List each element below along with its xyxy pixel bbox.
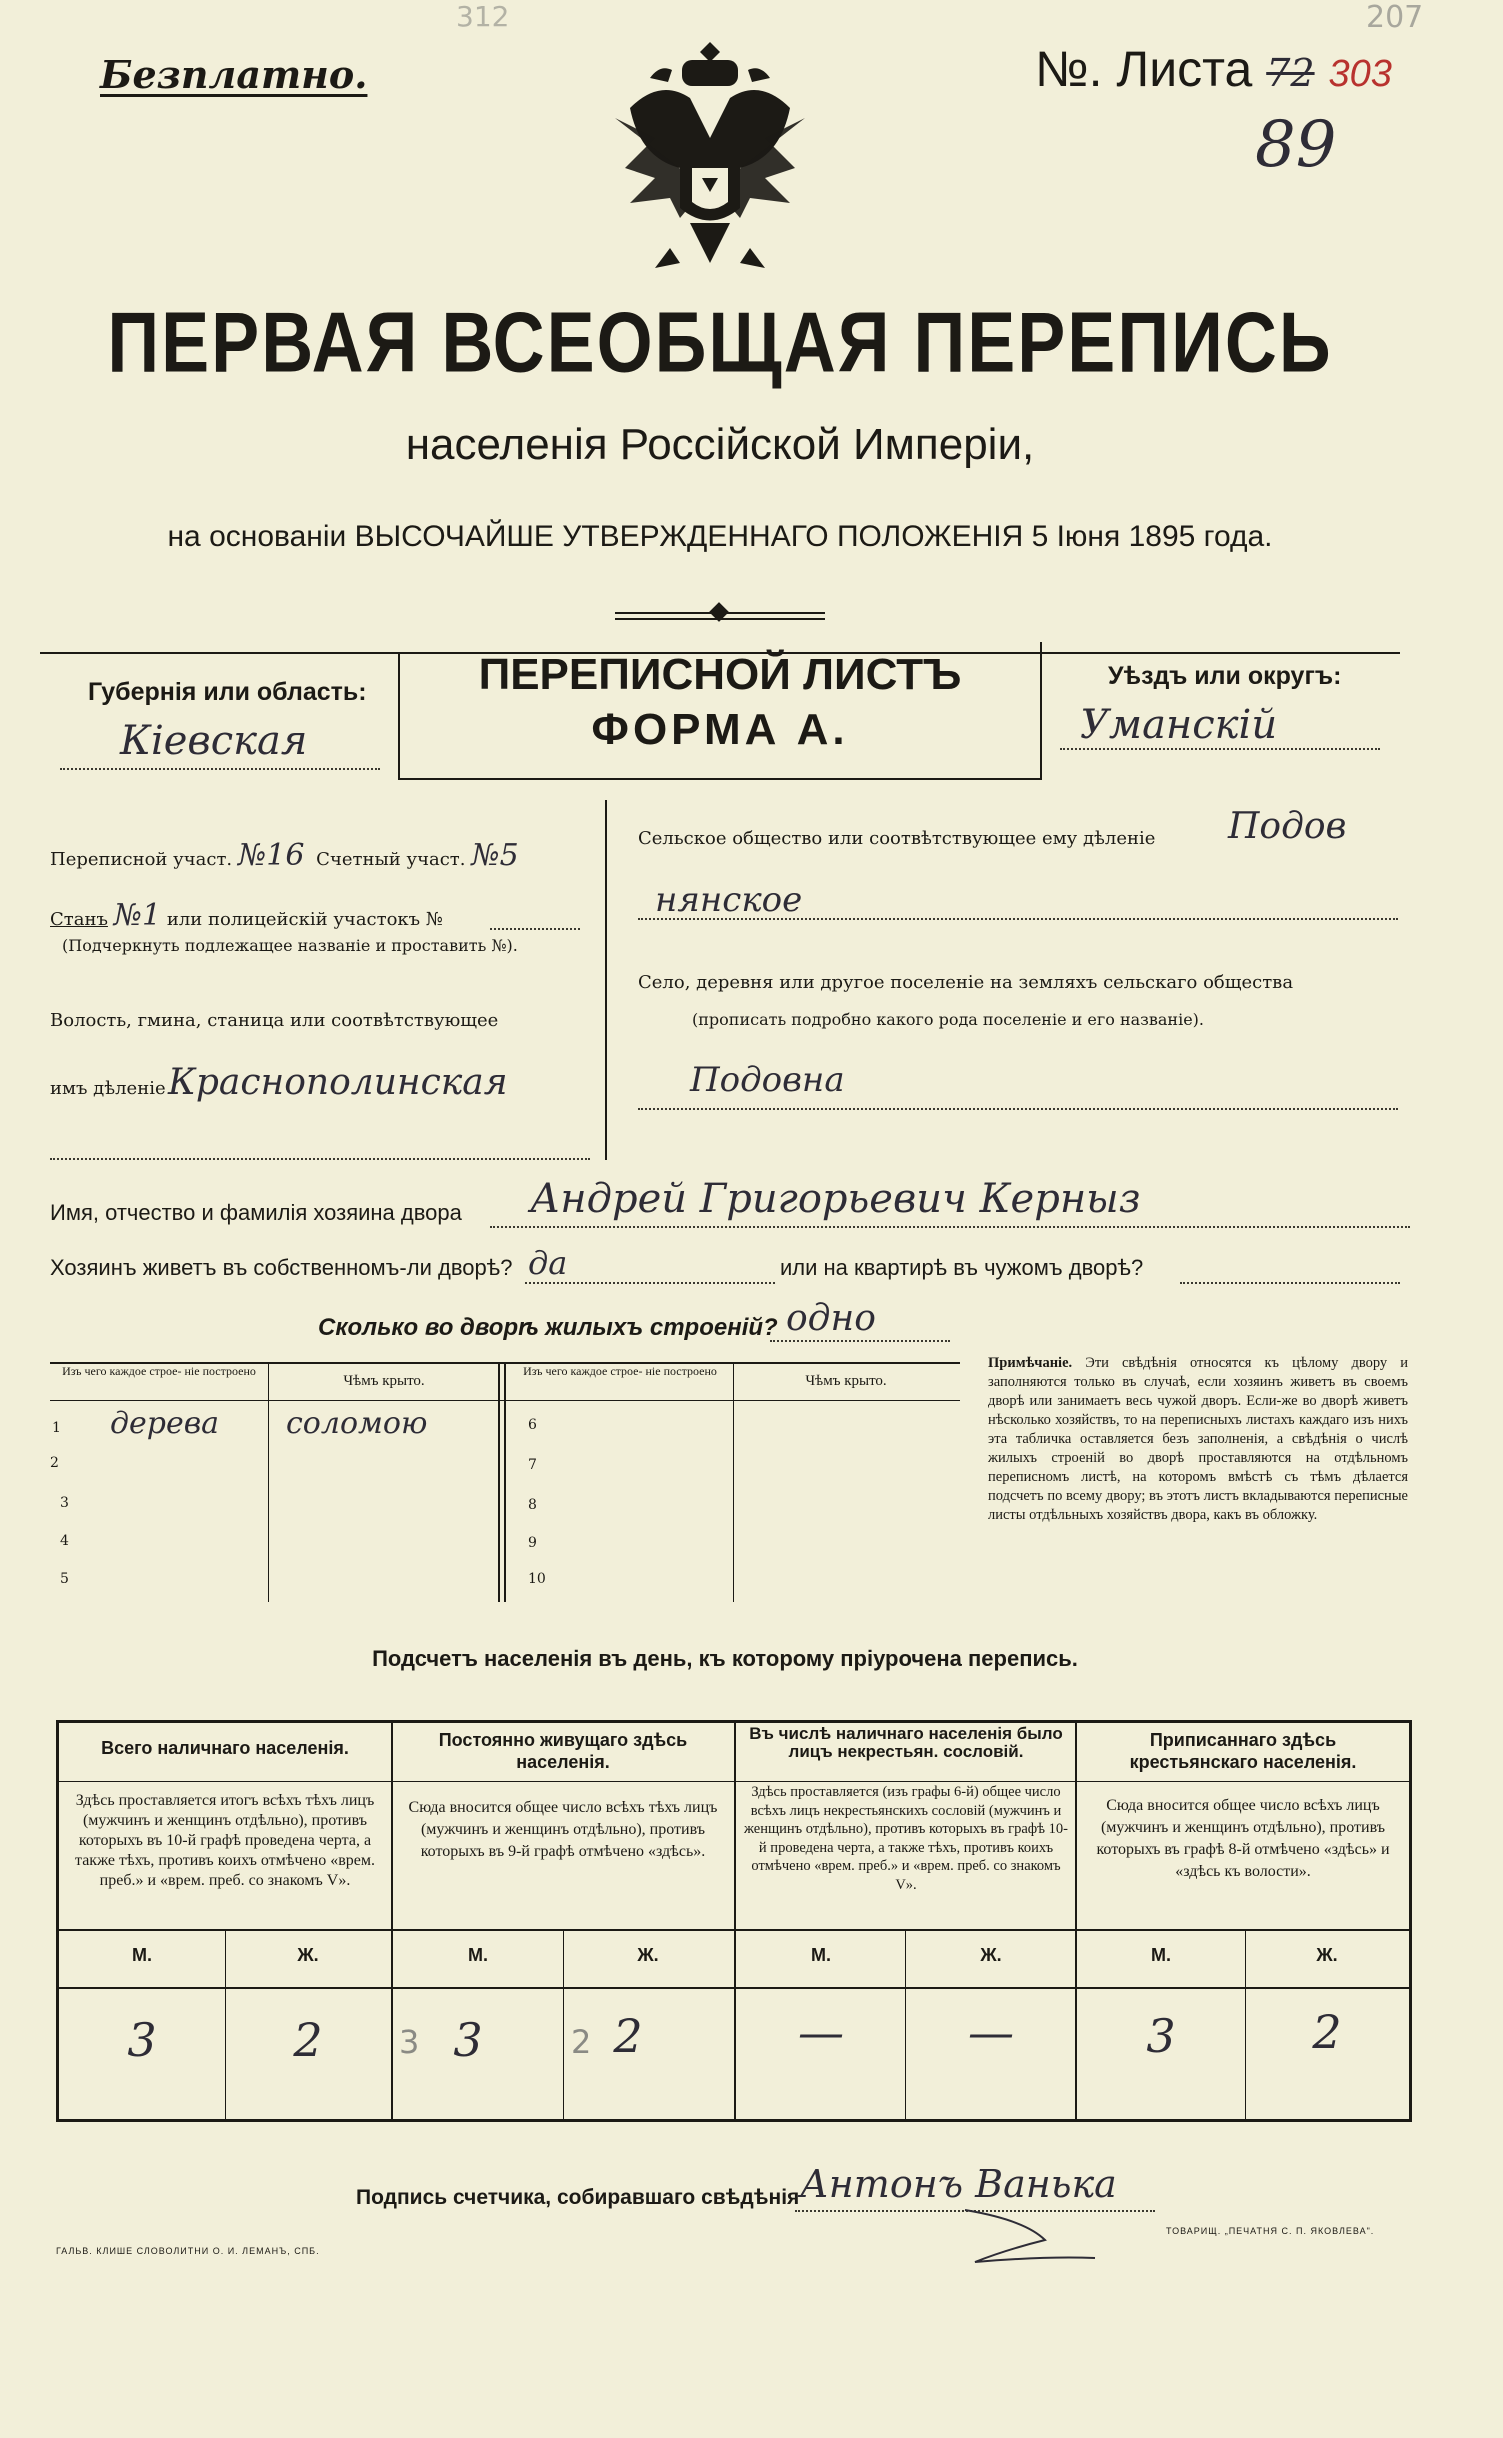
stan-field — [50, 898, 443, 933]
census-col-nonpeasant — [736, 1723, 1075, 2119]
society-label: Сельское общество или соотвѣтствующее ему дѣленіе — [638, 828, 1156, 849]
signature-label: Подпись счетчика, собиравшаго свѣдѣнія — [356, 2186, 800, 2209]
volost-label-line1: Волость, гмина, станица или соотвѣтствующее — [50, 1010, 499, 1031]
buildings-left-row-3 — [60, 1492, 69, 1511]
row-number: 4 — [60, 1533, 69, 1549]
volost-value: Краснополинская — [168, 1062, 508, 1103]
buildings-right-roof-header: Чѣмъ крыто. — [805, 1373, 887, 1389]
census-col-permanent-female-pencil: 2 — [571, 2023, 592, 2061]
census-subtitle: населенія Россійской Имперіи, — [405, 420, 1035, 469]
volost-label-line2: имъ дѣленіе — [50, 1078, 166, 1099]
census-col-total — [59, 1723, 391, 2119]
census-col-permanent-head: Постоянно живущаго здѣсь населенія. — [438, 1730, 688, 1772]
census-col-ascribed-male-value: 3 — [1146, 2009, 1176, 2063]
owner-own-label: Хозяинъ живетъ въ собственномъ-ли дворѣ? — [50, 1255, 513, 1280]
stan-value: №1 — [113, 898, 162, 933]
census-table — [56, 1720, 1412, 2122]
uezd-label: Уѣздъ или округъ: — [1108, 662, 1342, 690]
pencil-mark-top-left: 312 — [456, 0, 510, 33]
double-headed-eagle-emblem — [610, 38, 810, 278]
buildings-count-label: Сколько во дворѣ жилыхъ строеній? — [318, 1314, 778, 1341]
owner-name-label: Имя, отчество и фамилія хозяина двора — [50, 1200, 462, 1225]
police-label: или полицейскій участокъ № — [166, 909, 443, 930]
census-col-ascribed-female-label: Ж. — [1316, 1945, 1338, 1965]
signature-flourish — [960, 2200, 1110, 2270]
census-col-permanent — [393, 1723, 734, 2119]
buildings-note — [988, 1354, 1408, 1525]
buildings-right-row-10 — [528, 1568, 546, 1587]
guberniya-value: Кіевская — [120, 718, 308, 764]
buildings-left-row-5 — [60, 1568, 69, 1587]
census-col-nonpeasant-female-value: — — [968, 2005, 1014, 2059]
row-number: 3 — [60, 1495, 69, 1511]
census-col-permanent-male-label: М. — [468, 1945, 488, 1965]
uchastok-value: №16 — [237, 838, 305, 873]
society-value-1: Подов — [1228, 806, 1347, 847]
census-col-permanent-male-pencil: 3 — [399, 2023, 420, 2061]
census-col-total-head: Всего наличнаго населенія. — [101, 1738, 349, 1758]
census-col-nonpeasant-female-label: Ж. — [980, 1945, 1002, 1965]
uchastok-field — [50, 838, 519, 873]
census-col-ascribed-female-value: 2 — [1312, 2005, 1342, 2059]
uezd-value: Уманскій — [1080, 702, 1278, 748]
census-col-ascribed-text: Сюда вносится общее число всѣхъ лицъ (мужчинъ и женщинъ отдѣльно), противъ которыхъ въ графѣ 8-й отмѣчено «здѣсь» и «здѣсь къ волости». — [1096, 1797, 1390, 1880]
census-col-total-female-label: Ж. — [297, 1945, 319, 1965]
free-label: Безплатно. — [100, 52, 368, 97]
form-name-line2: ФОРМА А. — [591, 705, 849, 754]
row-number: 6 — [528, 1417, 537, 1433]
census-col-nonpeasant-text: Здѣсь проставляется (изъ графы 6-й) общее число всѣхъ лицъ некрестьянскихъ сословій (мужчинъ и женщинъ отдѣльно), противъ которыхъ въ графѣ 10-й проведена черта, а также тѣхъ, противъ коихъ отмѣчено «врем. преб.» и «врем. преб. со знакомъ V». — [743, 1784, 1069, 1893]
footer-printer-left: ГАЛЬВ. КЛИШЕ СЛОВОЛИТНИ О. И. ЛЕМАНЪ, СПБ. — [56, 2246, 320, 2256]
owner-name-value: Андрей Григорьевич Керныз — [530, 1176, 1141, 1222]
row-number: 7 — [528, 1457, 537, 1473]
census-col-nonpeasant-male-label: М. — [811, 1945, 831, 1965]
census-col-total-male-value: 3 — [127, 2013, 157, 2067]
buildings-right-row-8 — [528, 1494, 537, 1513]
buildings-left-row-4 — [60, 1530, 69, 1549]
buildings-right-row-7 — [528, 1454, 537, 1473]
census-col-nonpeasant-male-value: — — [798, 2005, 844, 2059]
buildings-left-roof-header: Чѣмъ крыто. — [343, 1373, 425, 1389]
census-col-permanent-female-label: Ж. — [637, 1945, 659, 1965]
signature-value: Антонъ Ванька — [800, 2162, 1117, 2206]
census-col-nonpeasant-head: Въ числѣ наличнаго населенія было лицъ некрестьян. сословій. — [749, 1724, 1063, 1761]
census-col-ascribed-head: Приписаннаго здѣсь крестьянскаго населенія. — [1129, 1730, 1357, 1772]
buildings-left-material-header: Изъ чего каждое строе- ніе построено — [62, 1364, 256, 1378]
row-number: 9 — [528, 1535, 537, 1551]
buildings-right-row-6 — [528, 1414, 537, 1433]
sheet-number-handwritten: 89 — [1255, 108, 1337, 182]
guberniya-label: Губернія или область: — [88, 678, 367, 706]
census-count-title: Подсчетъ населенія въ день, къ которому пріурочена перепись. — [372, 1646, 1078, 1671]
census-col-ascribed-male-label: М. — [1151, 1945, 1171, 1965]
schetny-label: Счетный участ. — [316, 849, 466, 870]
owner-own-value: да — [528, 1244, 568, 1282]
row-number: 10 — [528, 1571, 546, 1587]
census-col-permanent-female-value: 2 — [613, 2009, 643, 2063]
row-number: 2 — [50, 1455, 59, 1471]
note-text: Эти свѣдѣнія относятся къ цѣлому двору и заполняются только въ случаѣ, если хозяинъ живетъ въ своемъ дворѣ или занимаетъ весь чужой дворъ. Если-же во дворѣ живетъ нѣсколько хозяйствъ, то на переписныхъ листахъ каждаго изъ нихъ эта табличка оставляется безъ заполненія, а свѣдѣнія о числѣ жилыхъ строеній во дворѣ проставляются на отдѣльномъ переписномъ листѣ, на которомъ вмѣстѣ съ тѣмъ дѣлается подсчетъ по всему двору; въ этотъ листъ вкладываются переписные листы отдѣльныхъ хозяйствъ двора, какъ въ обложку. — [988, 1355, 1409, 1523]
census-col-ascribed — [1077, 1723, 1409, 2119]
census-basis: на основаніи ВЫСОЧАЙШЕ УТВЕРЖДЕННАГО ПОЛОЖЕНІЯ 5 Іюня 1895 года. — [167, 520, 1273, 553]
uchastok-label: Переписной участ. — [50, 849, 233, 870]
village-note: (прописать подробно какого рода поселеніе и его названіе). — [692, 1010, 1204, 1029]
buildings-left-row-1 — [50, 1406, 498, 1448]
buildings-right-row-9 — [528, 1532, 537, 1551]
building-material: дерева — [110, 1406, 220, 1441]
schetny-value: №5 — [471, 838, 519, 873]
census-col-total-female-value: 2 — [293, 2013, 323, 2067]
sheet-number — [1035, 40, 1392, 98]
sheet-number-crossed: 72 — [1266, 51, 1315, 95]
underline-note: (Подчеркнуть подлежащее названіе и проставить №). — [62, 936, 518, 955]
census-col-permanent-male-value: 3 — [453, 2013, 483, 2067]
sheet-number-red: 303 — [1328, 53, 1392, 95]
buildings-table — [50, 1362, 960, 1602]
sheet-number-label: №. Листа — [1035, 41, 1253, 97]
village-label: Село, деревня или другое поселеніе на земляхъ сельскаго общества — [638, 972, 1294, 993]
form-name-line1: ПЕРЕПИСНОЙ ЛИСТЪ — [478, 650, 962, 699]
census-col-total-male-label: М. — [132, 1945, 152, 1965]
building-roof: соломою — [286, 1406, 428, 1441]
row-number: 5 — [60, 1571, 69, 1587]
note-title: Примѣчаніе. — [988, 1355, 1073, 1371]
society-value-2: нянское — [655, 880, 803, 920]
buildings-left-row-2 — [50, 1452, 59, 1471]
owner-rent-label: или на квартирѣ въ чужомъ дворѣ? — [780, 1255, 1144, 1280]
buildings-count-value: одно — [786, 1298, 876, 1339]
census-main-title: ПЕРВАЯ ВСЕОБЩАЯ ПЕРЕПИСЬ — [107, 295, 1333, 391]
row-number: 1 — [52, 1420, 61, 1436]
village-value: Подовна — [690, 1060, 845, 1100]
row-number: 8 — [528, 1497, 537, 1513]
stan-label: Станъ — [50, 909, 108, 930]
footer-printer-right: ТОВАРИЩ. „ПЕЧАТНЯ С. П. ЯКОВЛЕВА". — [1166, 2226, 1375, 2236]
buildings-right-material-header: Изъ чего каждое строе- ніе построено — [523, 1364, 717, 1378]
census-col-permanent-text: Сюда вносится общее число всѣхъ тѣхъ лицъ (мужчинъ и женщинъ отдѣльно), противъ которыхъ въ 9-й графѣ отмѣчено «здѣсь». — [408, 1799, 718, 1860]
census-col-total-text: Здѣсь проставляется итогъ всѣхъ тѣхъ лицъ (мужчинъ и женщинъ отдѣльно), противъ которыхъ въ 10-й графѣ проведена черта, а также тѣхъ, противъ коихъ отмѣчено «врем. преб.» и «врем. преб. со знакомъ V». — [75, 1792, 375, 1889]
pencil-mark-top-right: 207 — [1366, 0, 1424, 35]
